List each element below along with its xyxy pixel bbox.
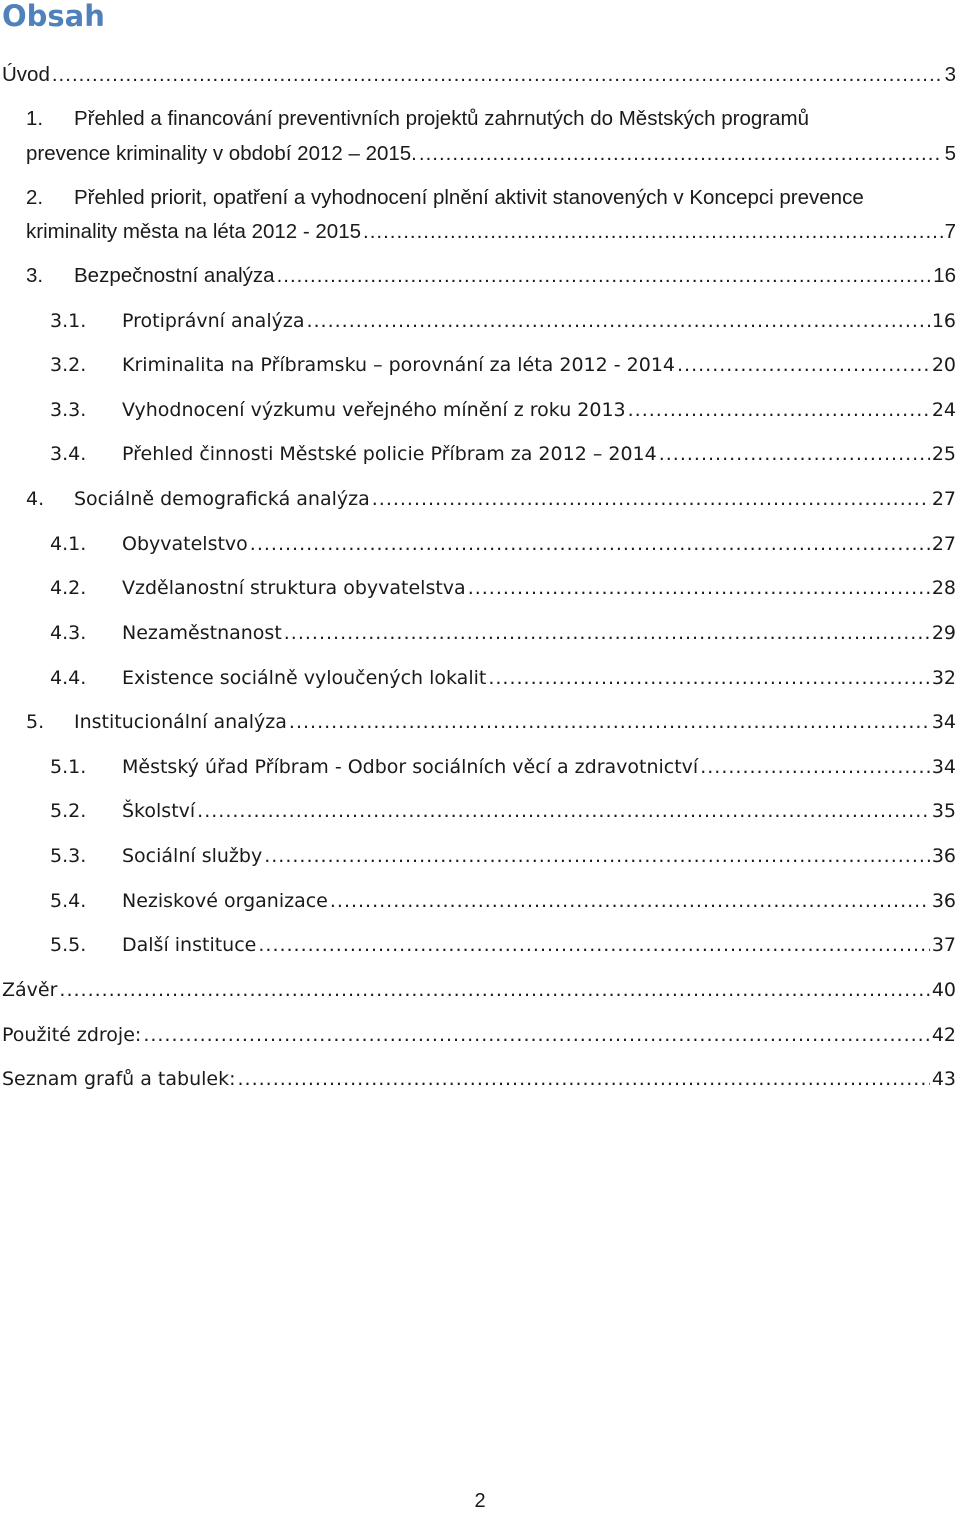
toc-label: Neziskové organizace [122,890,328,912]
toc-page-number: 28 [931,577,956,599]
toc-label: Existence sociálně vyloučených lokalit [122,667,487,689]
toc-number: 4.3. [50,622,87,644]
toc-entry-1[interactable] [26,106,956,170]
toc-number: 5.5. [50,934,87,956]
toc-number: 4. [26,488,45,510]
toc-entry-zaver[interactable] [2,977,956,1003]
toc-label: Použité zdroje: [2,1024,142,1046]
toc-label-line2: kriminality města na léta 2012 - 2015 [26,220,362,243]
toc-page-number: 35 [931,800,956,822]
toc-leader [284,620,930,646]
toc-number: 5.3. [50,845,87,867]
toc-entry-4-1[interactable] [50,531,956,557]
toc-label: Institucionální analýza [74,711,287,733]
toc-page-number: 32 [931,667,956,689]
toc-leader [372,486,930,512]
toc-page-number: 36 [931,890,956,912]
toc-label-line1: Přehled a financování preventivních projektů zahrnutých do Městských programů [74,107,809,130]
toc-page-number: 27 [931,533,956,555]
toc-label-line1: Přehled priorit, opatření a vyhodnocení plnění aktivit stanovených v Koncepci prevence [74,186,864,209]
toc-label: Další instituce [122,934,257,956]
toc-leader [419,141,943,167]
toc-page-number: 5 [944,142,956,165]
toc-label: Seznam grafů a tabulek: [2,1068,236,1090]
toc-leader [59,977,929,1003]
toc-leader [52,62,943,88]
toc-entry-5-1[interactable] [50,754,956,780]
toc-entry-4-3[interactable] [50,620,956,646]
toc-entry-seznam[interactable] [2,1066,956,1092]
toc-label: Obyvatelstvo [122,533,248,555]
toc-leader [330,888,930,914]
toc-number: 2. [26,186,44,209]
toc-label: Úvod [2,63,50,86]
toc-number: 3.1. [50,310,87,332]
toc-page-number: 37 [931,934,956,956]
toc-entry-5-4[interactable] [50,888,956,914]
toc-page-number: 24 [931,399,956,421]
toc-entry-uvod[interactable] [2,62,956,88]
footer-page-number: 2 [474,1490,486,1512]
toc-label: Vyhodnocení výzkumu veřejného mínění z roku 2013 [122,399,626,421]
toc-label: Městský úřad Příbram - Odbor sociálních věcí a zdravotnictví [122,756,699,778]
toc-page-number: 3 [944,63,956,86]
toc-label: Sociální služby [122,845,263,867]
toc-page-number: 34 [931,711,956,733]
toc-leader [488,665,929,691]
toc-leader [306,308,929,334]
toc-page-number: 36 [931,845,956,867]
toc-entry-5-5[interactable] [50,932,956,958]
toc-page-number: 25 [931,443,956,465]
toc-leader [628,397,930,423]
toc-number: 4.2. [50,577,87,599]
toc-entry-2[interactable] [26,185,956,249]
toc-number: 3.3. [50,399,87,421]
toc-label: Školství [122,800,196,822]
toc-entry-3-3[interactable] [50,397,956,423]
toc-leader [143,1022,930,1048]
page-title: Obsah [2,0,105,33]
toc-leader [277,263,932,289]
toc-entry-3[interactable] [26,263,956,289]
toc-leader [238,1066,930,1092]
toc-page-number: 16 [931,310,956,332]
toc-entry-4-2[interactable] [50,575,956,601]
toc-entry-4[interactable] [26,486,956,512]
toc-leader [250,531,930,557]
toc-entry-4-4[interactable] [50,665,956,691]
toc-page-number: 43 [931,1068,956,1090]
toc-label: Sociálně demografická analýza [74,488,370,510]
toc-number: 3. [26,264,44,287]
toc-number: 3.2. [50,354,87,376]
toc-number: 5.4. [50,890,87,912]
toc-number: 1. [26,107,44,130]
toc-label: Vzdělanostní struktura obyvatelstva [122,577,466,599]
toc-number: 5.2. [50,800,87,822]
toc-entry-5-3[interactable] [50,843,956,869]
toc-page-number: 7 [944,220,956,243]
toc-number: 4.4. [50,667,87,689]
toc-number: 5. [26,711,45,733]
toc-label: Závěr [2,979,58,1001]
toc-label: Protiprávní analýza [122,310,305,332]
toc-leader [659,441,930,467]
toc-leader [197,798,930,824]
toc-entry-5-2[interactable] [50,798,956,824]
toc-label-line2: prevence kriminality v období 2012 – 2015. [26,142,417,165]
toc-page-number: 16 [933,264,956,287]
toc-entry-3-2[interactable] [50,352,956,378]
toc-entry-3-4[interactable] [50,441,956,467]
toc-leader [677,352,930,378]
toc-number: 4.1. [50,533,87,555]
toc-leader [258,932,929,958]
toc-leader [700,754,930,780]
toc-page-number: 27 [931,488,956,510]
toc-page-number: 29 [931,622,956,644]
toc-leader [363,219,943,245]
toc-label: Přehled činnosti Městské policie Příbram za 2012 – 2014 [122,443,657,465]
toc-entry-5[interactable] [26,709,956,735]
toc-label: Nezaměstnanost [122,622,282,644]
toc-page-number: 20 [931,354,956,376]
toc-number: 5.1. [50,756,87,778]
toc-leader [468,575,930,601]
toc-page-number: 42 [931,1024,956,1046]
toc-label: Bezpečnostní analýza [74,264,275,287]
toc-label: Kriminalita na Příbramsku – porovnání za léta 2012 - 2014 [122,354,676,376]
toc-page-number: 34 [931,756,956,778]
toc-leader [289,709,930,735]
toc-number: 3.4. [50,443,87,465]
toc-entry-zdroje[interactable] [2,1022,956,1048]
toc-leader [264,843,930,869]
toc-page-number: 40 [931,979,956,1001]
toc-entry-3-1[interactable] [50,308,956,334]
